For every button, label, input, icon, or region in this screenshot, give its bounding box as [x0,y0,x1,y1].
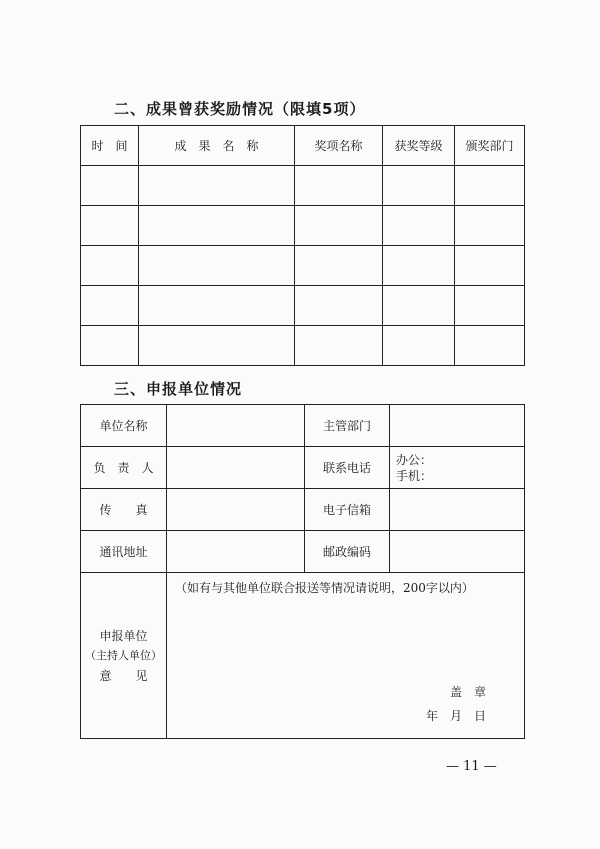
opinion-label-line-1: 申报单位 [99,628,148,643]
fax-value[interactable] [167,489,305,531]
table-row [81,447,525,489]
time-cell[interactable] [81,326,139,366]
dept-cell[interactable] [455,206,525,246]
awards-header-row [81,126,525,166]
dept-cell[interactable] [455,326,525,366]
table-row [81,206,525,246]
time-cell[interactable] [81,206,139,246]
name-cell[interactable] [139,326,295,366]
award-cell[interactable] [295,326,383,366]
phone-mobile-label: 手机： [396,468,433,483]
header-time: 时 间 [81,126,139,166]
postcode-value[interactable] [390,531,525,573]
section-2-heading: 二、成果曾获奖励情况（限填5项） [114,100,366,118]
person-in-charge-label: 负 责 人 [81,447,167,489]
name-cell[interactable] [139,206,295,246]
postcode-label: 邮政编码 [305,531,390,573]
seal-block [426,680,486,728]
dept-cell[interactable] [455,166,525,206]
level-cell[interactable] [383,206,455,246]
name-cell[interactable] [139,286,295,326]
page-number: — 11 — [446,759,497,774]
table-row [81,166,525,206]
opinion-label-line-2: （主持人单位） [85,648,162,662]
applicant-table [80,404,525,739]
name-cell[interactable] [139,246,295,286]
opinion-note: （如有与其他单位联合报送等情况请说明，200字以内） [175,581,474,595]
header-award-name: 奖项名称 [295,126,383,166]
email-label: 电子信箱 [305,489,390,531]
time-cell[interactable] [81,246,139,286]
opinion-label-line-3: 意 见 [99,668,148,683]
name-cell[interactable] [139,166,295,206]
table-row [81,246,525,286]
email-value[interactable] [390,489,525,531]
opinion-row [81,573,525,739]
unit-name-label: 单位名称 [81,405,167,447]
table-row [81,489,525,531]
supervisor-value[interactable] [390,405,525,447]
section-3-heading: 三、申报单位情况 [114,380,243,398]
address-value[interactable] [167,531,305,573]
awards-table [80,125,525,366]
date-label: 年 月 日 [425,709,486,723]
header-achievement-name: 成 果 名 称 [139,126,295,166]
level-cell[interactable] [383,326,455,366]
header-awarding-dept: 颁奖部门 [455,126,525,166]
time-cell[interactable] [81,166,139,206]
level-cell[interactable] [383,166,455,206]
fax-label: 传 真 [81,489,167,531]
award-cell[interactable] [295,166,383,206]
phone-office-label: 办公： [396,452,433,467]
time-cell[interactable] [81,286,139,326]
opinion-field[interactable] [167,573,525,739]
header-award-level: 获奖等级 [383,126,455,166]
award-cell[interactable] [295,286,383,326]
award-cell[interactable] [295,246,383,286]
level-cell[interactable] [383,246,455,286]
supervisor-label: 主管部门 [305,405,390,447]
seal-label: 盖 章 [449,685,486,699]
table-row [81,326,525,366]
dept-cell[interactable] [455,286,525,326]
dept-cell[interactable] [455,246,525,286]
person-in-charge-value[interactable] [167,447,305,489]
phone-label: 联系电话 [305,447,390,489]
address-label: 通讯地址 [81,531,167,573]
unit-name-value[interactable] [167,405,305,447]
level-cell[interactable] [383,286,455,326]
phone-value[interactable] [390,447,525,489]
table-row [81,531,525,573]
table-row [81,405,525,447]
opinion-label [81,573,167,739]
table-row [81,286,525,326]
award-cell[interactable] [295,206,383,246]
